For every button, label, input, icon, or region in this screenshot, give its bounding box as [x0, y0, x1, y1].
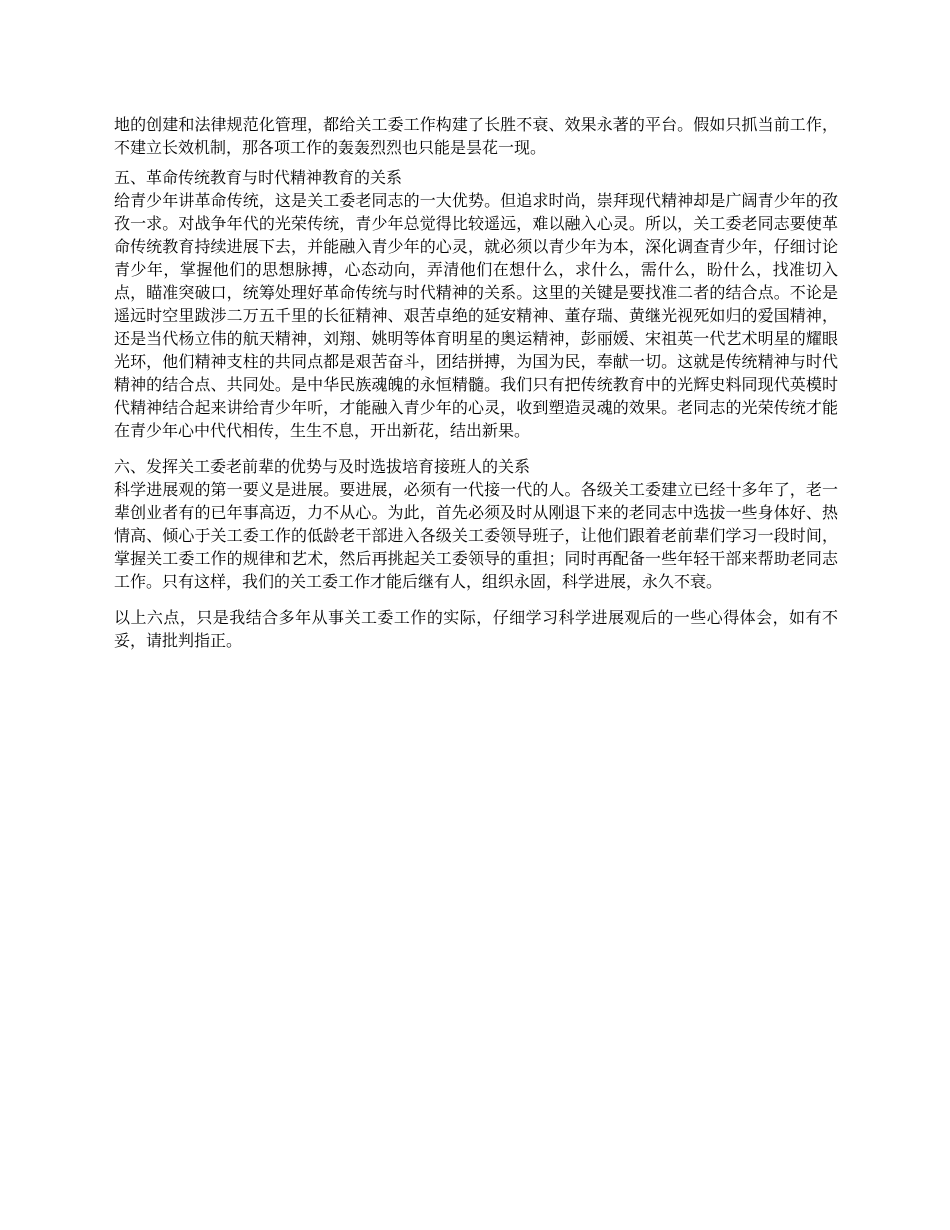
section-heading-six: 六、发挥关工委老前辈的优势与及时选拔培育接班人的关系	[114, 457, 531, 476]
paragraph-intro-continued: 地的创建和法律规范化管理，都给关工委工作构建了长胜不衰、效果永著的平台。假如只抓当前工作，不建立长效机制，那各项工作的轰轰烈烈也只能是昙花一现。	[114, 115, 838, 157]
paragraph-revolutionary-tradition: 给青少年讲革命传统，这是关工委老同志的一大优势。但追求时尚，崇拜现代精神却是广阔青少年的孜孜一求。对战争年代的光荣传统，青少年总觉得比较遥远，难以融入心灵。所以，关工委老同志要使革命传统教育持续进展下去，并能融入青少年的心灵，就必须以青少年为本，深化调查青少年，仔细讨论青少年，掌握他们的思想脉搏，心态动向，弄清他们在想什么，求什么，需什么，盼什么，找准切入点，瞄准突破口，统筹处理好革命传统与时代精神的关系。这里的关键是要找准二者的结合点。不论是遥远时空里跋涉二万五千里的长征精神、艰苦卓绝的延安精神、董存瑞、黄继光视死如归的爱国精神，还是当代杨立伟的航天精神，刘翔、姚明等体育明星的奥运精神，彭丽媛、宋祖英一代艺术明星的耀眼光环，他们精神支柱的共同点都是艰苦奋斗，团结拼搏，为国为民，奉献一切。这就是传统精神与时代精神的结合点、共同处。是中华民族魂魄的永恒精髓。我们只有把传统教育中的光辉史料同现代英模时代精神结合起来讲给青少年听，才能融入青少年的心灵，收到塑造灵魂的效果。老同志的光荣传统才能在青少年心中代代相传，生生不息，开出新花，结出新果。	[114, 191, 838, 440]
section-heading-five: 五、革命传统教育与时代精神教育的关系	[114, 168, 403, 187]
paragraph-conclusion: 以上六点，只是我结合多年从事关工委工作的实际，仔细学习科学进展观后的一些心得体会，如有不妥，请批判指正。	[114, 608, 838, 650]
document-page	[114, 113, 838, 652]
paragraph-successor-selection: 科学进展观的第一要义是进展。要进展，必须有一代接一代的人。各级关工委建立已经十多年了，老一辈创业者有的已年事高迈，力不从心。为此，首先必须及时从刚退下来的老同志中选拔一些身体好、热情高、倾心于关工委工作的低龄老干部进入各级关工委领导班子，让他们跟着老前辈们学习一段时间，掌握关工委工作的规律和艺术，然后再挑起关工委领导的重担；同时再配备一些年轻干部来帮助老同志工作。只有这样，我们的关工委工作才能后继有人，组织永固，科学进展，永久不衰。	[114, 480, 838, 591]
